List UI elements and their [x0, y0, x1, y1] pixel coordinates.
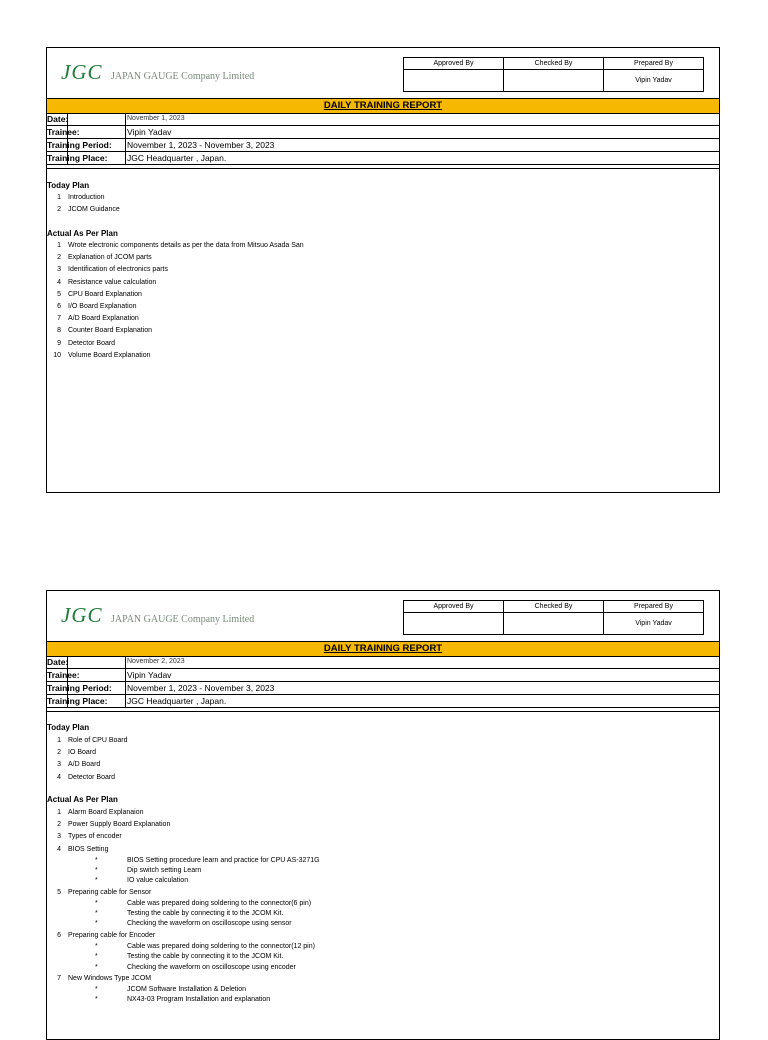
date-label: Date: — [47, 657, 69, 667]
training-period-label: Training Period: — [47, 140, 112, 150]
checked-by-header: Checked By — [504, 601, 604, 613]
date-row — [47, 113, 719, 126]
sub-item-text: Dip switch setting Learn — [127, 867, 202, 875]
section-divider — [47, 711, 719, 712]
company-logo — [61, 60, 254, 85]
sub-item-text: NX43-03 Program Installation and explanation — [127, 996, 271, 1004]
prepared-by-header: Prepared By — [604, 58, 704, 70]
bullet-marker: * — [95, 899, 98, 907]
report-title: DAILY TRAINING REPORT — [323, 643, 443, 654]
item-text: Power Supply Board Explanation — [68, 821, 171, 829]
logo-mark: JGC — [61, 603, 103, 627]
approval-table — [403, 57, 704, 92]
trainee-value: Vipin Yadav — [127, 127, 172, 137]
approved-by-header: Approved By — [404, 601, 504, 613]
item-number: 2 — [57, 821, 61, 829]
actual-plan-title: Actual As Per Plan — [47, 795, 118, 804]
logo-mark: JGC — [61, 60, 103, 84]
info-divider — [67, 113, 68, 165]
sub-item-text: Checking the waveform on oscilloscope using sensor — [127, 920, 292, 928]
training-place-value: JGC Headquarter , Japan. — [127, 696, 227, 706]
bullet-marker: * — [95, 877, 98, 885]
company-logo — [61, 603, 254, 628]
item-number: 7 — [57, 974, 61, 982]
item-number: 3 — [57, 833, 61, 841]
report-info — [47, 113, 719, 165]
training-period-value: November 1, 2023 - November 3, 2023 — [127, 140, 275, 150]
training-period-value: November 1, 2023 - November 3, 2023 — [127, 683, 275, 693]
bullet-marker: * — [95, 953, 98, 961]
date-value: November 1, 2023 — [127, 115, 185, 122]
sub-item-text: BIOS Setting procedure learn and practice for CPU AS-3271G — [127, 856, 320, 864]
report-title-bar — [47, 98, 719, 114]
actual-plan-title: Actual As Per Plan — [47, 229, 118, 238]
item-text: Preparing cable for Encoder — [68, 931, 156, 939]
training-place-row — [47, 695, 719, 708]
item-number: 1 — [57, 809, 61, 816]
item-number: 6 — [57, 931, 61, 939]
training-place-value: JGC Headquarter , Japan. — [127, 153, 227, 163]
date-value: November 2, 2023 — [127, 658, 185, 665]
report-info — [47, 656, 719, 708]
sub-item-text: Testing the cable by connecting it to the JCOM Kit. — [127, 953, 284, 961]
approved-by-signature — [404, 70, 504, 92]
trainee-value: Vipin Yadav — [127, 670, 172, 680]
training-place-label: Training Place: — [47, 696, 108, 706]
item-text: BIOS Setting — [68, 845, 109, 853]
date-row — [47, 656, 719, 669]
item-text: Types of encoder — [68, 833, 122, 841]
today-plan-title: Today Plan — [47, 723, 90, 732]
report-page-1: JGC JAPAN GAUGE Company Limited Approved By Checked By Prepared By Vipin Yadav DAILY TRAINING REPORT Date: November 1, 2023 Trainee: Vipin Yadav Training Period: November 1, 2023 - November 3, 2023 Training Place: JGC Headquarter , Japan. Today Plan 1 Introduction 2 JCOM Guidance Actual As Per Plan 1 Wrote electronic components details as per the data from Mitsuo Asada San 2 Explanation of JCOM parts 3 Identification of electronics parts 4 Resistance value calculation 5 CPU Board Explanation 6 I/O Board Explanation 7 A/D Board Explanation 8 Counter Board Explanation 9 Detector Board 10 Volume Board Explanation — [46, 47, 720, 493]
report-title-bar — [47, 641, 719, 657]
item-text: Preparing cable for Sensor — [68, 888, 152, 896]
checked-by-header: Checked By — [504, 58, 604, 70]
checked-by-signature — [504, 70, 604, 92]
company-name: JAPAN GAUGE Company Limited — [110, 71, 255, 82]
sub-item-text: JCOM Software Installation & Deletion — [127, 985, 247, 993]
sub-item-text: IO value calculation — [127, 877, 189, 885]
info-divider — [125, 656, 126, 708]
approved-by-signature — [404, 613, 504, 635]
item-text: New Windows Type JCOM — [68, 974, 152, 982]
date-label: Date: — [47, 114, 69, 124]
training-place-label: Training Place: — [47, 153, 108, 163]
approval-table — [403, 600, 704, 635]
section-divider — [47, 168, 719, 169]
sub-item-text: Checking the waveform on oscilloscope using encoder — [127, 963, 296, 971]
approved-by-header: Approved By — [404, 58, 504, 70]
report-title: DAILY TRAINING REPORT — [323, 100, 443, 111]
bullet-marker: * — [95, 942, 98, 950]
info-divider — [125, 113, 126, 165]
today-plan-title: Today Plan — [47, 181, 90, 190]
training-period-label: Training Period: — [47, 683, 112, 693]
prepared-by-name: Vipin Yadav — [604, 70, 704, 92]
training-place-row — [47, 152, 719, 165]
sub-item-text: Testing the cable by connecting it to the JCOM Kit. — [127, 910, 284, 918]
report-page-2: JGC JAPAN GAUGE Company Limited Approved By Checked By Prepared By Vipin Yadav DAILY TRAINING REPORT Date: November 2, 2023 Trainee: Vipin Yadav Training Period: November 1, 2023 - November 3, 2023 Training Place: JGC Headquarter , Japan. Today Plan 1 Role of CPU Board 2 IO Board 3 A/D Board 4 Detector Board Actual As Per Plan 1 Alarm Board Explanaion 2 Power Supply Board Explanation 3 Types of encoder 4 BIOS Setting * BIOS Setting procedure learn and practice for CPU AS-3271G * Dip switch setting Learn * IO value calculation 5 Preparing cable for Sensor * Cable was prepared doing soldering to the connector(6 pin) * Testing the cable by connecting it to the JCOM Kit. * Checking the waveform on oscilloscope using sensor 6 Preparing cable for Encoder * Cable was prepared doing soldering to the connector(12 pin) * Testing the cable by connecting it to the JCOM Kit. * Checking the waveform on oscilloscope using encoder 7 New Windows Type JCOM * JCOM Software Installation & Deletion * NX43-03 Program Installation and explanation — [46, 590, 720, 1040]
sub-item-text: Cable was prepared doing soldering to the connector(6 pin) — [127, 899, 312, 907]
sub-item-text: Cable was prepared doing soldering to the connector(12 pin) — [127, 942, 315, 950]
bullet-marker: * — [95, 963, 98, 971]
bullet-marker: * — [95, 996, 98, 1004]
trainee-label: Trainee: — [47, 127, 80, 137]
checked-by-signature — [504, 613, 604, 635]
prepared-by-name: Vipin Yadav — [604, 613, 704, 635]
prepared-by-header: Prepared By — [604, 601, 704, 613]
bullet-marker: * — [95, 985, 98, 993]
trainee-row — [47, 669, 719, 682]
item-text: Alarm Board Explanaion — [68, 809, 144, 816]
bullet-marker: * — [95, 910, 98, 918]
training-period-row — [47, 139, 719, 152]
training-period-row — [47, 682, 719, 695]
item-number: 5 — [57, 888, 61, 896]
bullet-marker: * — [95, 856, 98, 864]
bullet-marker: * — [95, 867, 98, 875]
trainee-row — [47, 126, 719, 139]
bullet-marker: * — [95, 920, 98, 928]
company-name: JAPAN GAUGE Company Limited — [110, 614, 255, 625]
item-number: 4 — [57, 845, 61, 853]
trainee-label: Trainee: — [47, 670, 80, 680]
info-divider — [67, 656, 68, 708]
